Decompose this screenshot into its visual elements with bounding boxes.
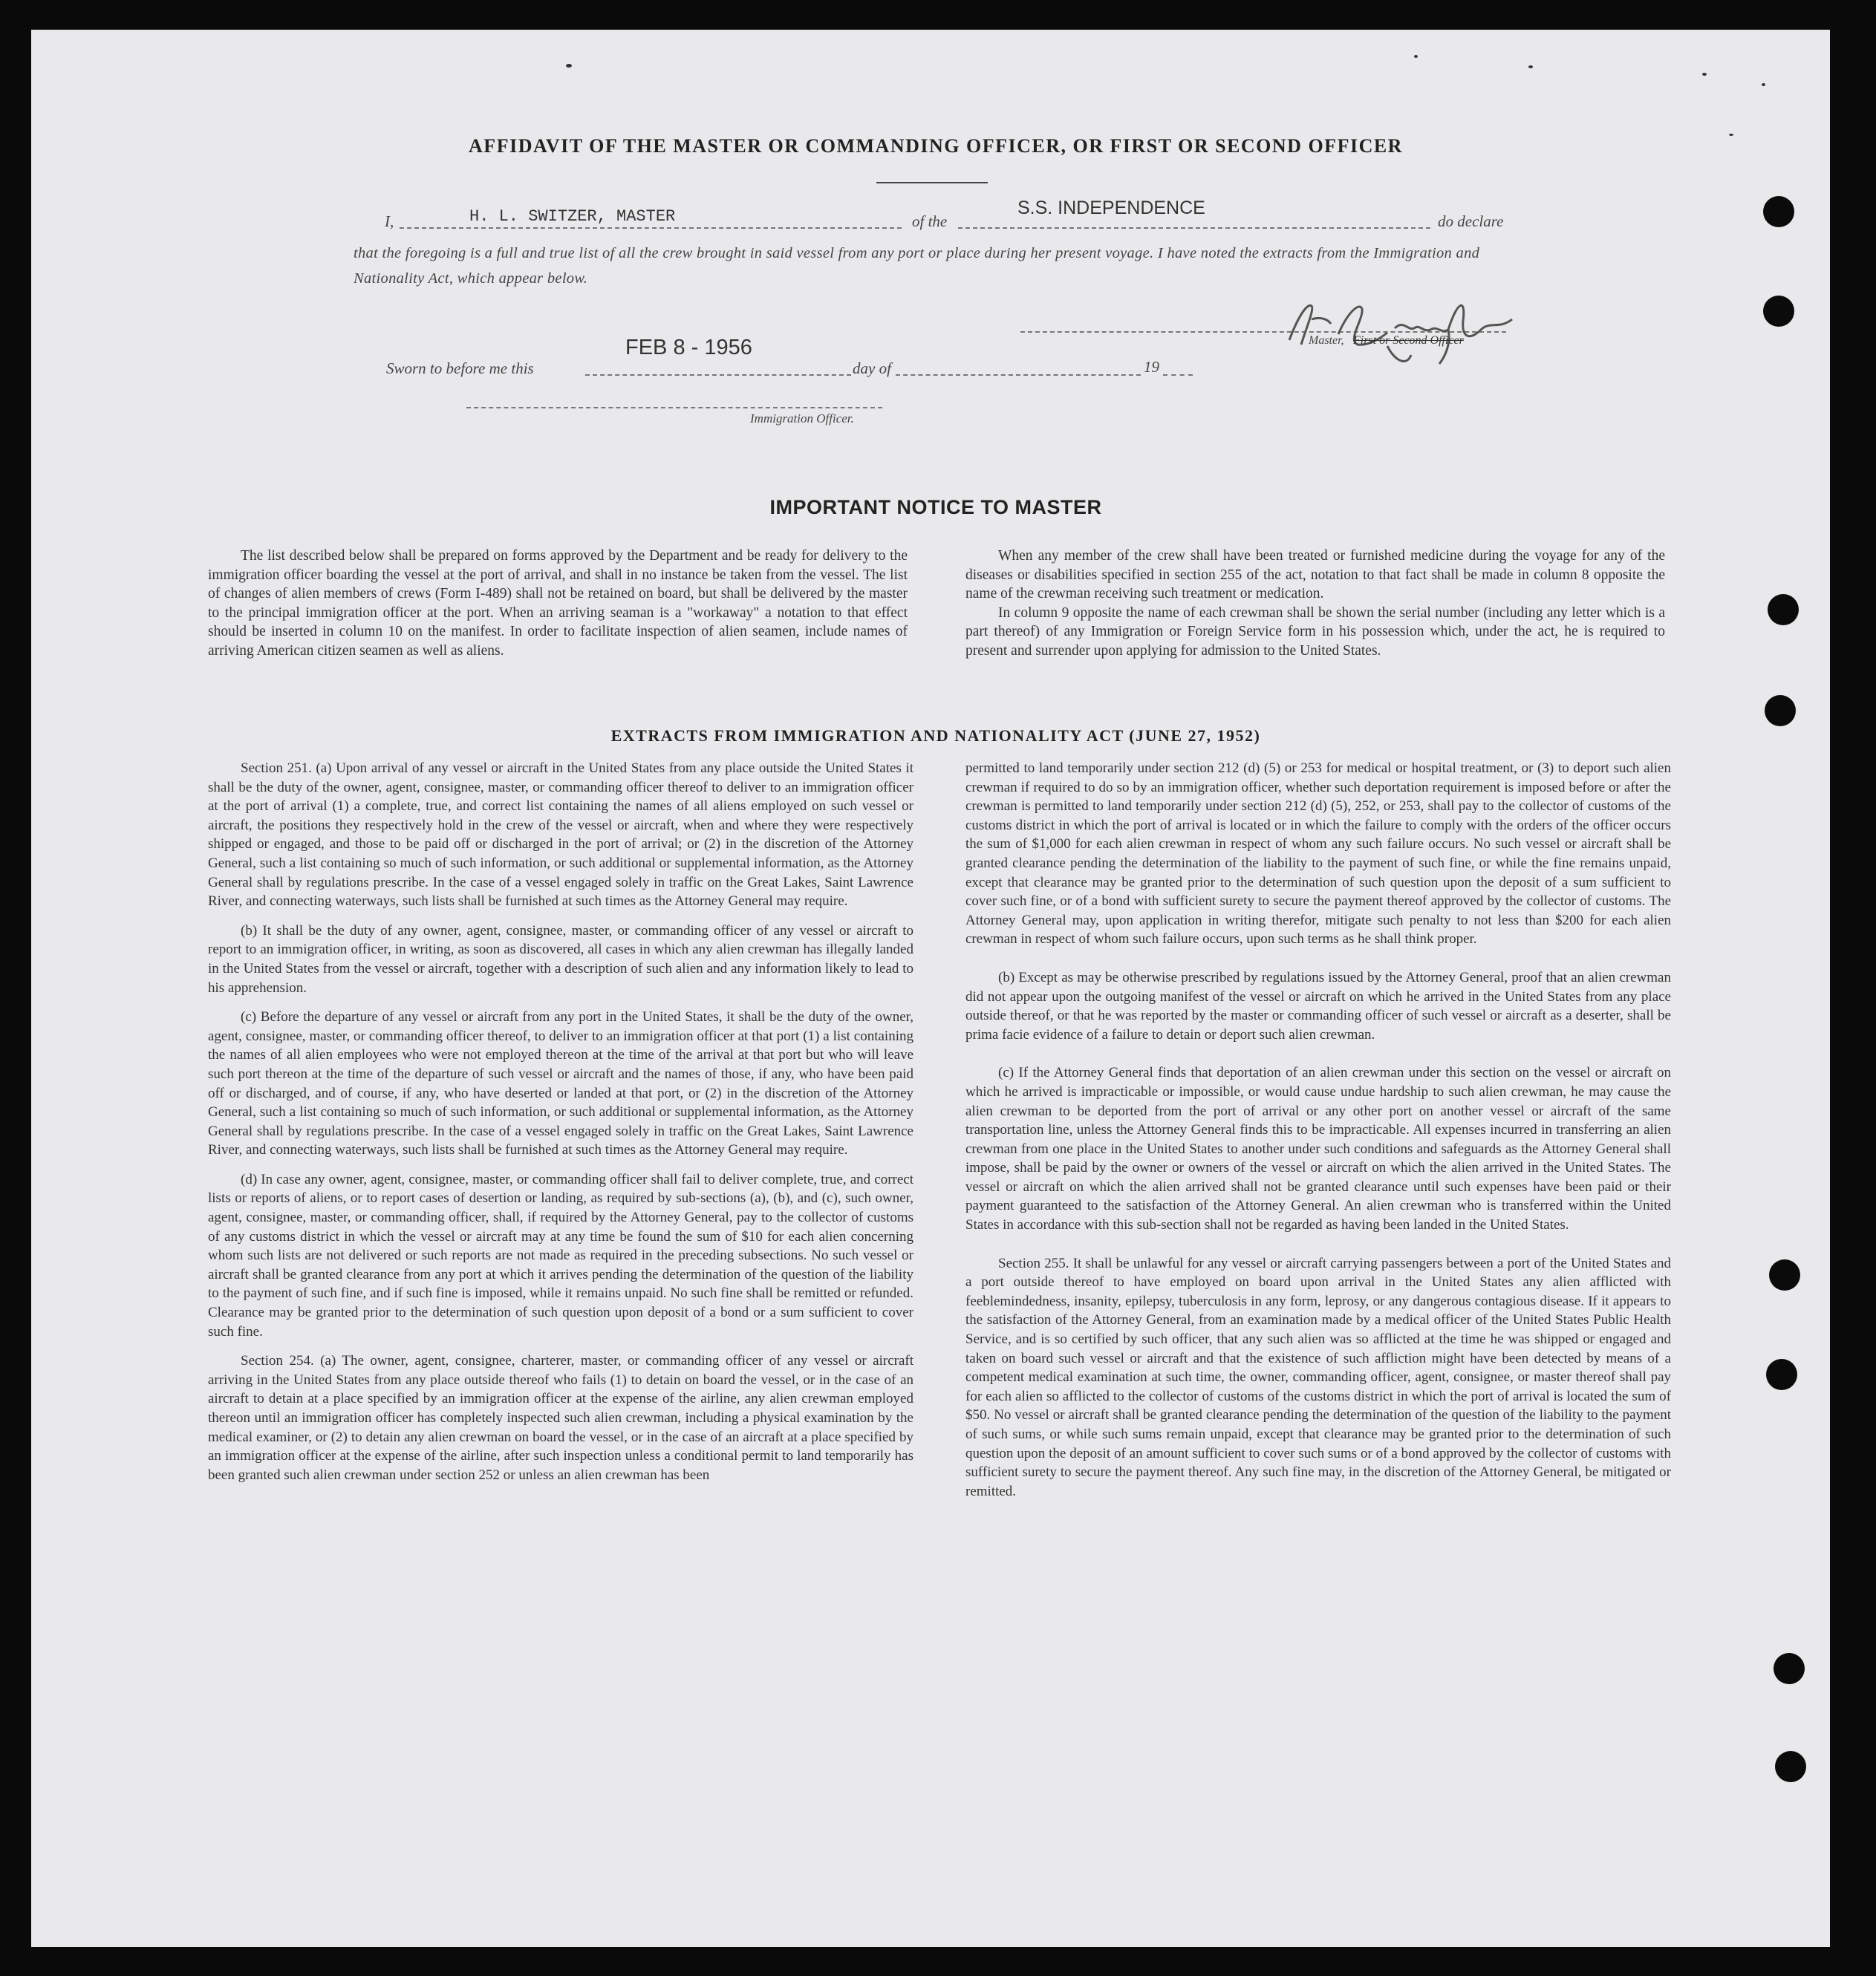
master-signature (1276, 287, 1528, 370)
vessel-name: S.S. INDEPENDENCE (1017, 198, 1205, 218)
vessel-name-line (958, 227, 1430, 229)
notice-paragraph: In column 9 opposite the name of each crewman shall be shown the serial number (including any letter which is a part thereof) of any Immigration or Foreign Service form in his possession which, under the act, he is required to present and surrender upon applying for admission to the United States. (965, 604, 1665, 659)
act-paragraph: (d) In case any owner, agent, consignee, master, or commanding officer shall fail to deliver complete, true, and correct lists or reports of aliens, or to report cases of desertion or landing, as required by sub-sections (a), (b), and (c), such owner, agent, consignee, master, or commanding officer, shall, if required by the Attorney General, pay to the collector of customs of any customs district in which the vessel or aircraft may at any time be found the sum of $10 for each alien concerning whom such lists are not delivered or such reports are not made as required in the preceding subsections. No such vessel or aircraft shall be granted clearance from any port at which it arrives pending the determination of the question of the liability to the payment of such fine, and if such fine is imposed, while it remains unpaid. No such fine shall be remitted or refunded. Clearance may be granted prior to the determination of such question upon deposit of a bond or a sum sufficient to cover such fine. (208, 1171, 913, 1340)
act-paragraph: Section 254. (a) The owner, agent, consignee, charterer, master, or commanding officer of any vessel or aircraft arriving in the United States from any place outside thereof who fails (1) to detain on board the vessel, or in the case of an aircraft to detain at a place specified by an immigration officer at the expense of the airline, any alien crewman employed thereon until an immigration officer has completely inspected such alien crewman, including a physical examination by the medical examiner, or (2) to detain any alien crewman on board the vessel, or in the case of an aircraft at a place specified by an immigration officer at the expense of the airline, after such inspection unless a conditional permit to land temporarily has been granted such alien crewman under section 252 or unless an alien crewman has been (208, 1353, 913, 1483)
binder-hole (1768, 594, 1799, 625)
binder-hole (1766, 1359, 1797, 1390)
title-rule (876, 182, 988, 183)
notice-title: IMPORTANT NOTICE TO MASTER (769, 496, 1102, 518)
extracts-right-column (965, 759, 1671, 1501)
sworn-day-line (585, 374, 851, 376)
month-line (896, 374, 1141, 376)
act-paragraph: (b) Except as may be otherwise prescribed by regulations issued by the Attorney General, proof that an alien crewman did not appear upon the outgoing manifest of the vessel or aircraft on which he arrived in the United States from any place outside thereof, or that he was reported by the master or commanding officer of such vessel or aircraft as a deserter, shall be prima facie evidence of a failure to detain or deport such alien crewman. (965, 969, 1671, 1043)
scan-speck (1729, 134, 1733, 136)
signature-caption: Master, (1309, 334, 1344, 347)
binder-hole (1763, 296, 1794, 327)
of-the-label: of the (912, 212, 948, 230)
struck-caption: First or Second Officer (1353, 334, 1464, 347)
year-line (1163, 374, 1193, 376)
binder-hole (1763, 196, 1794, 227)
day-of-label: day of (853, 359, 891, 377)
notice-paragraph: When any member of the crew shall have been treated or furnished medicine during the voyage for any of the diseases or disabilities specified in section 255 of the act, notation to that fact shall be made in column 8 opposite the name of the crewman receiving such treatment or medication. (965, 548, 1665, 601)
master-name-line (400, 227, 902, 229)
affidavit-title: AFFIDAVIT OF THE MASTER OR COMMANDING OFFICER, OR FIRST OR SECOND OFFICER (469, 135, 1403, 157)
extracts-title: EXTRACTS FROM IMMIGRATION AND NATIONALITY ACT (JUNE 27, 1952) (610, 726, 1261, 745)
scan-speck (1702, 73, 1707, 76)
officer-signature-line (466, 407, 882, 408)
extracts-left-column (208, 759, 913, 1484)
sworn-date-stamp: FEB 8 - 1956 (625, 336, 752, 359)
officer-label: Immigration Officer. (750, 411, 854, 425)
scan-speck (1528, 65, 1533, 68)
act-paragraph: Section 251. (a) Upon arrival of any vessel or aircraft in the United States from any place outside the United States it shall be the duty of the owner, agent, consignee, master, or commanding officer thereof to deliver to an immigration officer at the port of arrival (1) a complete, true, and correct list containing the names of all aliens employed on such vessel or aircraft, the positions they respectively hold in the crew of the vessel or aircraft, when and where they were respectively shipped or engaged, and those to be paid off or discharged in the port of arrival; or (2) in the discretion of the Attorney General, such a list containing so much of such information, or such additional or supplemental information, as the Attorney General shall by regulations prescribe. In the case of a vessel engaged solely in traffic on the Great Lakes, Saint Lawrence River, and connecting waterways, such lists shall be furnished at such times as the Attorney General may require. (208, 760, 913, 910)
notice-paragraph: The list described below shall be prepared on forms approved by the Department and be ready for delivery to the immigration officer boarding the vessel at the port of arrival, and shall in no instance be taken from the vessel. The list of changes of alien members of crews (Form I-489) shall not be retained on board, but shall be delivered by the master to the principal immigration officer at the port. When an arriving seaman is a "workaway" a notation to that effect should be inserted in column 10 on the manifest. In order to facilitate inspection of alien seamen, include names of arriving American citizen seamen as well as aliens. (208, 548, 908, 659)
notice-right-column (965, 547, 1665, 660)
year-label: 19 (1144, 358, 1159, 376)
binder-hole (1765, 695, 1796, 726)
notice-left-column (208, 547, 908, 660)
master-name: H. L. SWITZER, MASTER (469, 207, 676, 226)
binder-hole (1775, 1751, 1806, 1782)
declaration-statement: that the foregoing is a full and true list of all the crew brought in said vessel from any port or place during her present voyage. I have noted the extracts from the Immigration and Nationality Act, which appear below. (354, 245, 1480, 287)
binder-hole (1774, 1653, 1805, 1684)
act-paragraph: (c) Before the departure of any vessel or aircraft from any port in the United States, it shall be the duty of the owner, agent, consignee, master, or commanding officer thereof, to deliver to an immigration officer at that port (1) a list containing the names of all alien employees who were not employed thereon at the time of the arrival at that port but who will leave such port thereon at the time of the departure of such vessel or aircraft and the names of those, if any, who have been paid off or discharged, and of course, if any, who have deserted or landed at that port, or (2) in the discretion of the Attorney General, such a list containing so much of such information, or such additional or supplemental information, as the Attorney General shall by regulations prescribe. In the case of a vessel engaged solely in traffic on the Great Lakes, Saint Lawrence River, and connecting waterways, such lists shall be furnished at such times as the Attorney General may require. (208, 1009, 913, 1158)
scan-speck (1414, 55, 1418, 58)
declare-label: do declare (1438, 212, 1504, 230)
scan-speck (566, 64, 572, 68)
act-paragraph: (b) It shall be the duty of any owner, agent, consignee, master, or commanding officer of any vessel or aircraft to report to an immigration officer, in writing, as soon as discovered, all cases in which any alien crewman has illegally landed in the United States from the vessel or aircraft, together with a description of such alien and any information likely to lead to his apprehension. (208, 922, 913, 996)
binder-hole (1769, 1259, 1800, 1291)
sworn-label: Sworn to before me this (386, 359, 534, 377)
scan-speck (1762, 83, 1765, 86)
act-paragraph: permitted to land temporarily under section 212 (d) (5) or 253 for medical or hospital treatment, or (3) to deport such alien crewman if required to do so by an immigration officer, whether such deportation requirement is imposed before or after the crewman is permitted to land temporarily under section 212 (d) (5), 252, or 253, shall pay to the collector of customs of the customs district in which the port of arrival is located or in which the failure to comply with the orders of the officer occurs the sum of $1,000 for each alien crewman in respect of whom any such failure occurs. No such vessel or aircraft shall be granted clearance pending the determination of the liability to the payment of such fine, or while the fine remains unpaid, except that clearance may be granted prior to the determination of such question upon the deposit of a sum sufficient to cover such fine, or of a bond with sufficient surety to secure the payment thereof approved by the collector of customs. The Attorney General may, upon application in writing therefor, mitigate such penalty to not less than $200 for each alien crewman in respect of whom such failure occurs, upon such terms as he shall think proper. (965, 760, 1671, 948)
act-paragraph: (c) If the Attorney General finds that deportation of an alien crewman under this section on the vessel or aircraft on which he arrived is impracticable or impossible, or would cause undue hardship to such alien crewman, he may cause the alien crewman to be deported from the port of arrival or any other port on another vessel or aircraft of the same transportation line, unless the Attorney General finds this to be impracticable. All expenses incurred in transferring an alien crewman from one place in the United States to another under such conditions and safeguards as the Attorney General shall impose, shall be paid by the owner or owners of the vessel or aircraft on which the alien arrived in the United States. The vessel or aircraft on which the alien arrived shall not be granted clearance until such expenses have been paid or their payment guaranteed to the satisfaction of the Attorney General. An alien crewman who is transferred within the United States in accordance with this sub-section shall not be regarded as having been landed in the United States. (965, 1065, 1671, 1233)
act-paragraph: Section 255. It shall be unlawful for any vessel or aircraft carrying passengers between a port of the United States and a port outside thereof to have employed on board upon arrival in the United States any alien afflicted with feeblemindedness, insanity, epilepsy, tuberculosis in any form, leprosy, or any dangerous contagious disease. If it appears to the satisfaction of the Attorney General, from an examination made by a medical officer of the United States Public Health Service, and is so certified by such officer, that any such alien was so afflicted at the time he was shipped or engaged and taken on board such vessel or aircraft and that the existence of such affliction might have been detected by means of a competent medical examination at such time, the owner, commanding officer, agent, consignee, or master thereof shall pay for each alien so afflicted to the collector of customs of the customs district in which the port of arrival is located the sum of $50. No vessel or aircraft shall be granted clearance pending the determination of the question of the liability to the payment of such sums, or while such sums remain unpaid, except that clearance may be granted prior to the determination of such question upon the deposit of an amount sufficient to cover such sums or of a bond approved by the collector of customs with sufficient surety to secure the payment thereof. Any such fine may, in the discretion of the Attorney General, be mitigated or remitted. (965, 1255, 1671, 1499)
i-label: I, (385, 212, 394, 230)
